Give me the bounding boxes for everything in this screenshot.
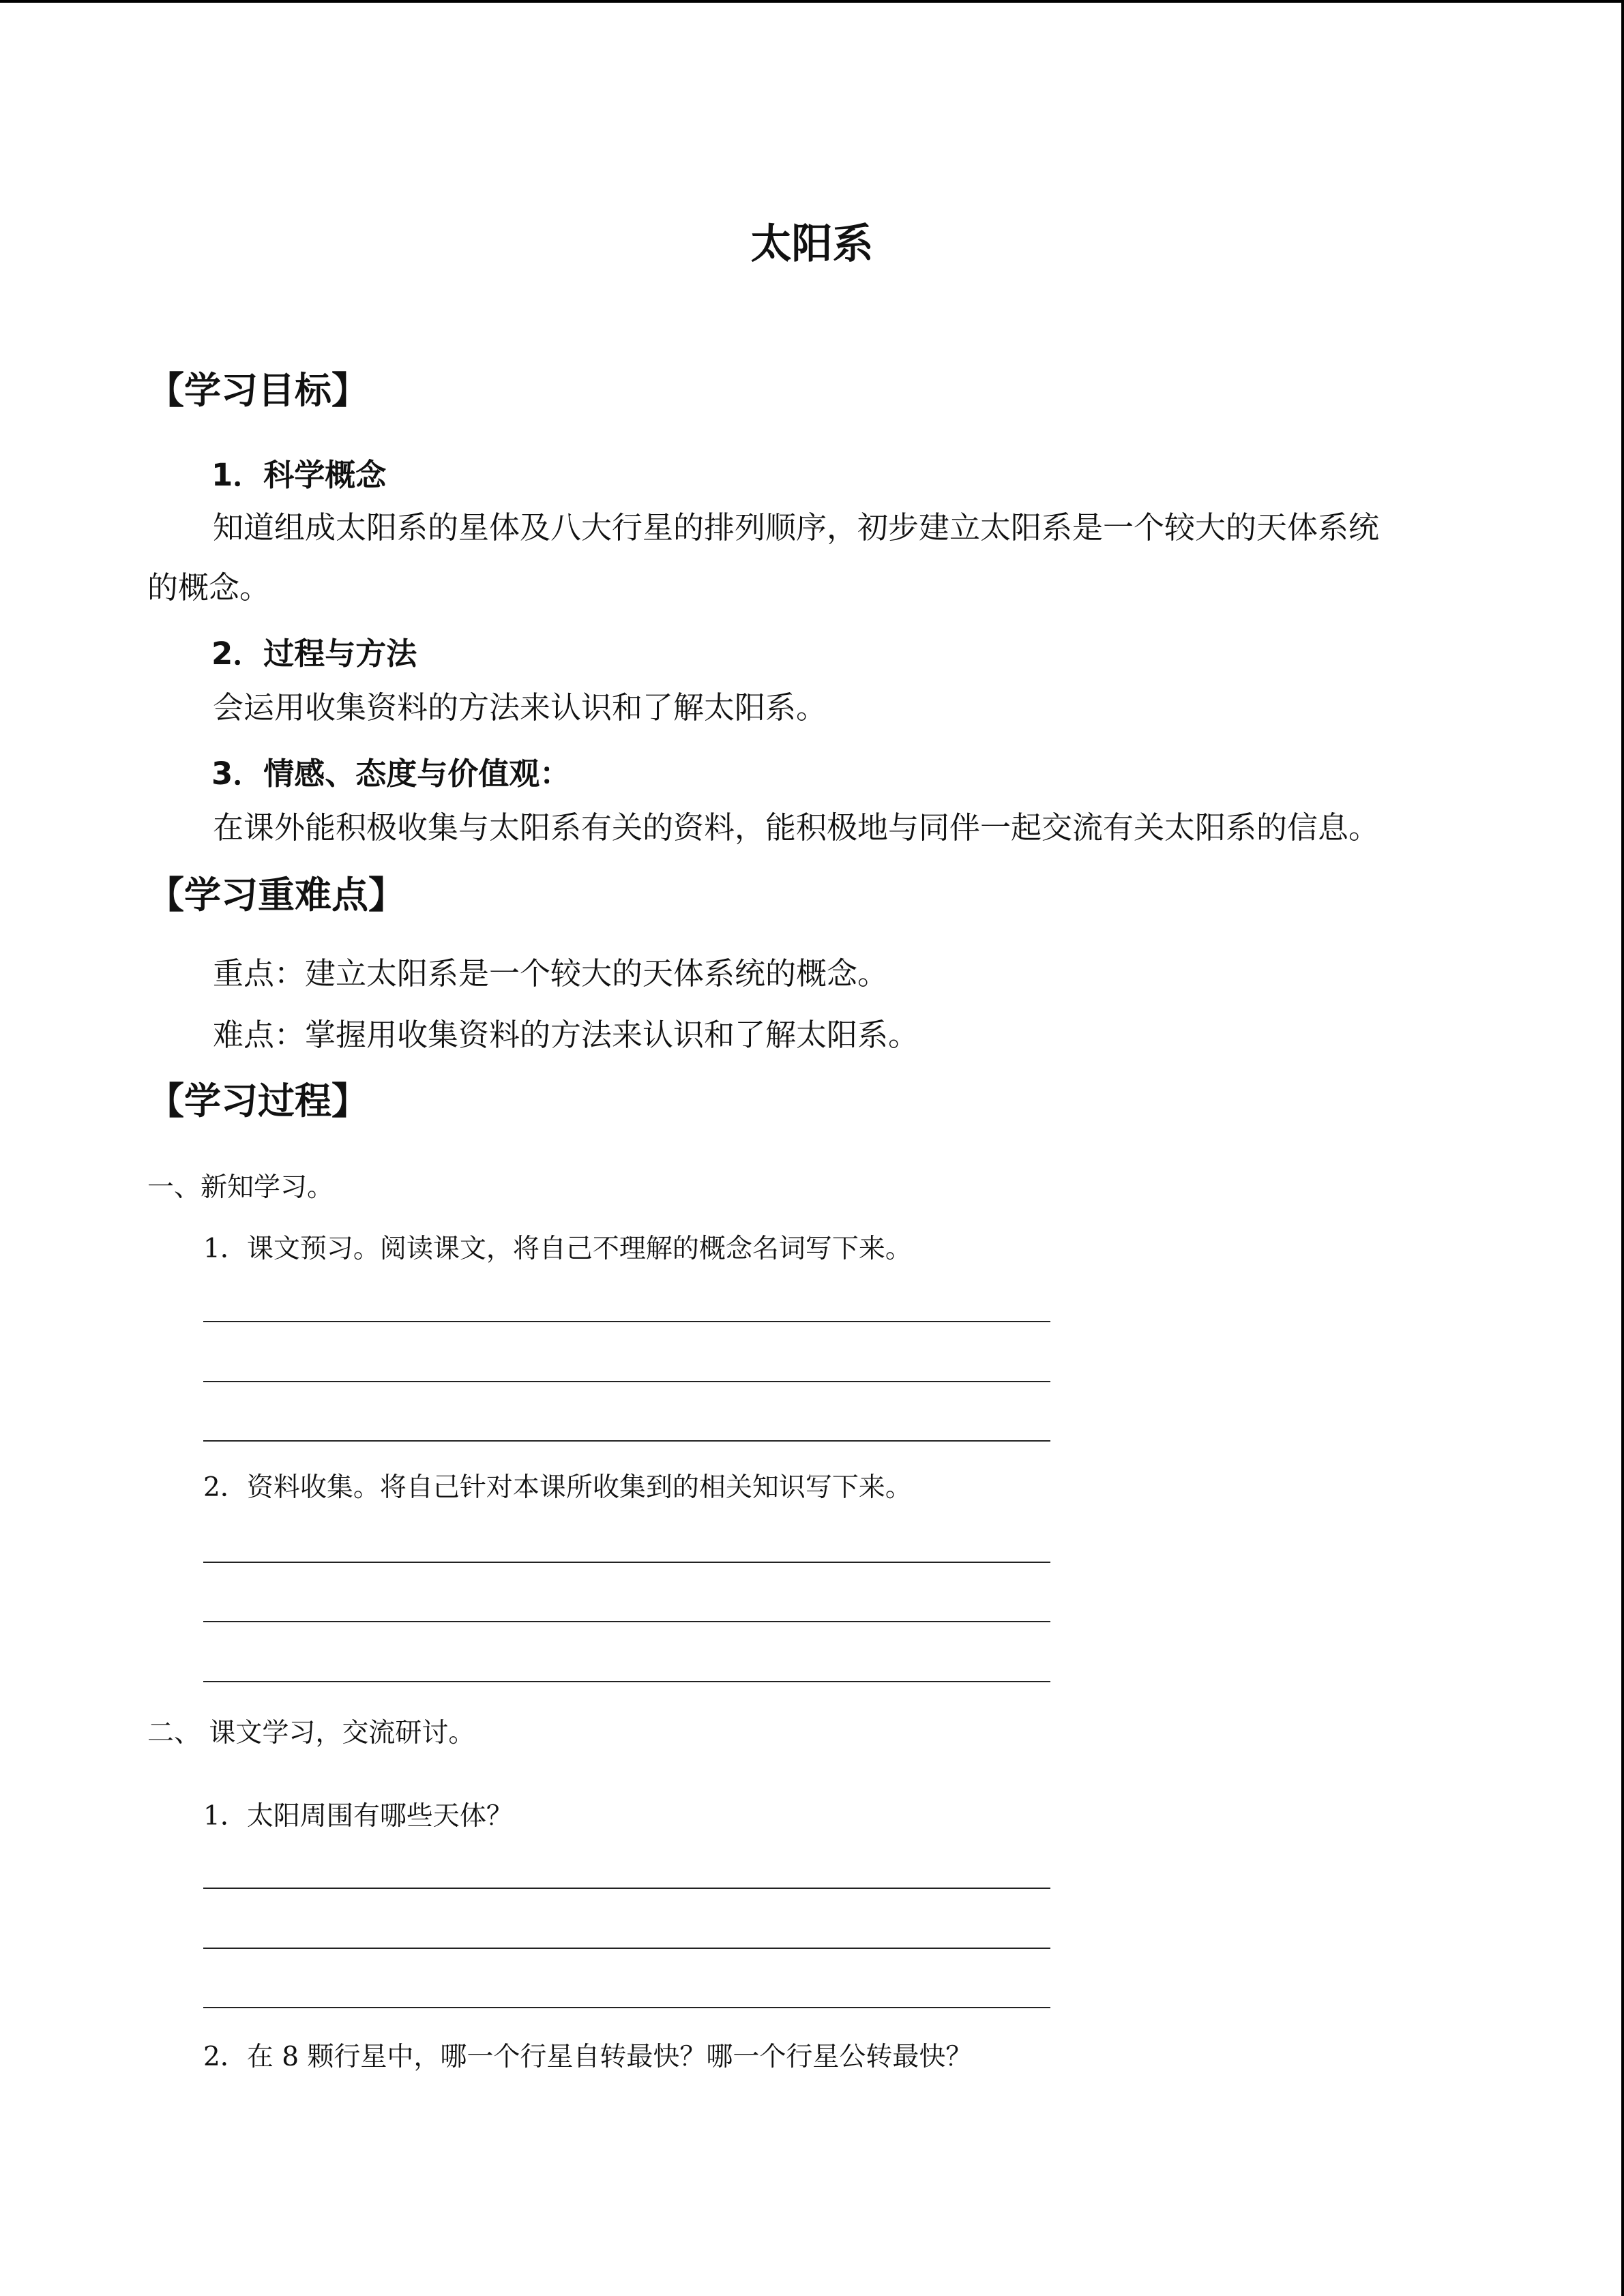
- objective-3-title: 3．情感、态度与价值观：: [211, 756, 571, 792]
- key-point-text: 重点：建立太阳系是一个较大的天体系统的概念。: [213, 955, 889, 992]
- answer-line[interactable]: [203, 1948, 1050, 1949]
- objective-1-text-line1: 知道组成太阳系的星体及八大行星的排列顺序，初步建立太阳系是一个较大的天体系统: [213, 509, 1380, 546]
- page-title: 太阳系: [750, 220, 874, 268]
- answer-line[interactable]: [203, 1621, 1050, 1622]
- answer-line[interactable]: [203, 1562, 1050, 1563]
- part2-question-1: 1．太阳周围有哪些天体？: [203, 1801, 513, 1832]
- answer-line[interactable]: [203, 1321, 1050, 1322]
- objectives-heading: 【学习目标】: [147, 369, 368, 412]
- part1-title: 一、新知学习。: [147, 1172, 334, 1203]
- top-border: [0, 0, 1624, 3]
- answer-line[interactable]: [203, 1888, 1050, 1889]
- part2-title: 二、 课文学习，交流研讨。: [147, 1718, 475, 1748]
- objective-3-text: 在课外能积极收集与太阳系有关的资料，能积极地与同伴一起交流有关太阳系的信息。: [213, 809, 1380, 846]
- part2-question-2: 2．在 8 颗行星中，哪一个行星自转最快？哪一个行星公转最快？: [203, 2042, 973, 2072]
- answer-line[interactable]: [203, 2007, 1050, 2008]
- process-heading: 【学习过程】: [147, 1079, 368, 1122]
- objective-1-text-line2: 的概念。: [147, 569, 271, 606]
- answer-line[interactable]: [203, 1440, 1050, 1442]
- right-border: [1621, 0, 1624, 2296]
- part1-question-1: 1．课文预习。阅读课文，将自己不理解的概念名词写下来。: [203, 1234, 912, 1264]
- part1-question-2: 2．资料收集。将自己针对本课所收集到的相关知识写下来。: [203, 1472, 912, 1503]
- objective-1-title: 1．科学概念: [211, 457, 387, 493]
- key-points-heading: 【学习重难点】: [147, 874, 405, 916]
- answer-line[interactable]: [203, 1381, 1050, 1382]
- objective-2-title: 2．过程与方法: [211, 636, 417, 672]
- difficulty-text: 难点：掌握用收集资料的方法来认识和了解太阳系。: [213, 1017, 919, 1053]
- answer-line[interactable]: [203, 1681, 1050, 1682]
- objective-2-text: 会运用收集资料的方法来认识和了解太阳系。: [213, 689, 827, 726]
